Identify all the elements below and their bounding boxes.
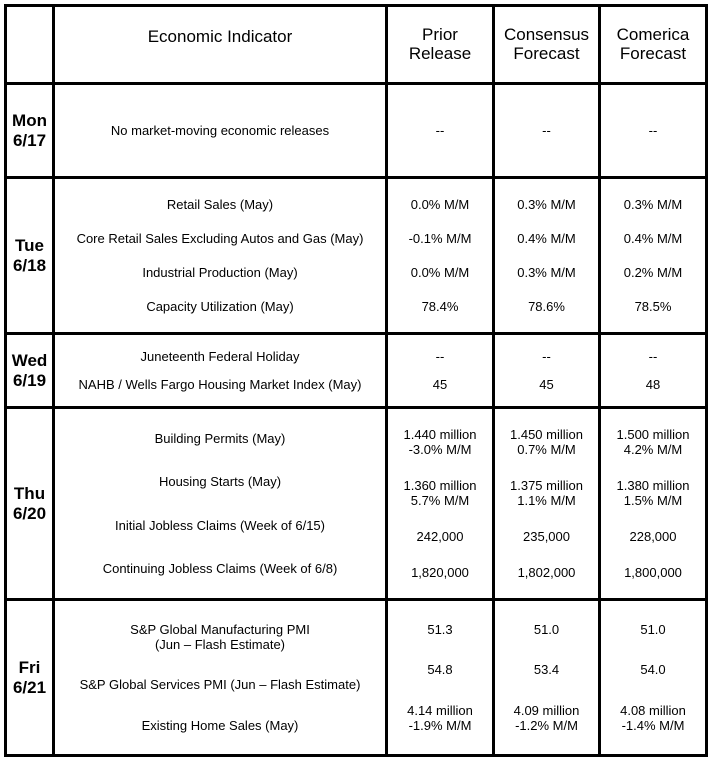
day-row-tue <box>6 178 707 334</box>
comerica-text: 0.3% M/M <box>623 196 683 212</box>
comerica-entry <box>601 265 705 280</box>
indicator-text: Capacity Utilization (May) <box>146 299 294 315</box>
header-comerica-forecast <box>600 6 707 84</box>
indicator-text: Juneteenth Federal Holiday <box>140 349 300 365</box>
comerica-text: 1.380 million <box>616 478 690 494</box>
consensus-entry <box>495 231 598 246</box>
indicator-entry <box>55 561 385 576</box>
header-indicator: Economic Indicator <box>54 6 387 84</box>
day-date: 6/18 <box>12 255 47 275</box>
prior-text: 1.440 million <box>403 427 477 443</box>
consensus-text: -1.2% M/M <box>515 718 578 734</box>
consensus-entry <box>495 622 598 637</box>
consensus-entry <box>495 565 598 580</box>
consensus-cell <box>494 334 600 408</box>
prior-text: -0.1% M/M <box>408 230 472 246</box>
consensus-text: 53.4 <box>533 662 560 678</box>
indicator-entry <box>55 431 385 446</box>
consensus-entry <box>495 529 598 544</box>
indicator-cell <box>54 600 387 756</box>
indicator-entry <box>55 265 385 280</box>
indicator-entry <box>55 123 385 138</box>
consensus-entry <box>495 377 598 392</box>
prior-text: 5.7% M/M <box>410 493 470 509</box>
header-row <box>6 6 707 84</box>
prior-text: 45 <box>432 376 448 392</box>
comerica-entry <box>601 377 705 392</box>
prior-text: 0.0% M/M <box>410 265 470 281</box>
comerica-text: 4.2% M/M <box>623 442 683 458</box>
comerica-text: 1.500 million <box>616 427 690 443</box>
consensus-text: 51.0 <box>533 621 560 637</box>
comerica-entry <box>601 349 705 364</box>
prior-entry <box>388 377 492 392</box>
consensus-text: 0.3% M/M <box>517 196 576 212</box>
indicator-text: Initial Jobless Claims (Week of 6/15) <box>114 517 325 533</box>
prior-text: -1.9% M/M <box>408 718 472 734</box>
indicator-text: Housing Starts (May) <box>158 474 282 490</box>
prior-text: 4.14 million <box>407 703 473 719</box>
comerica-text: 51.0 <box>640 621 666 637</box>
comerica-entry <box>601 662 705 677</box>
prior-text: 242,000 <box>416 528 464 544</box>
prior-entry <box>388 197 492 212</box>
day-name: Thu <box>13 483 46 503</box>
day-name: Wed <box>11 350 48 370</box>
consensus-entry <box>495 265 598 280</box>
prior-entry <box>388 123 492 138</box>
header-prior-line1: Prior <box>422 25 458 44</box>
consensus-text: 0.4% M/M <box>517 230 576 246</box>
prior-text: 1,820,000 <box>411 564 469 580</box>
prior-text: -- <box>435 123 445 138</box>
indicator-cell <box>54 408 387 600</box>
consensus-text: 4.09 million <box>513 703 580 719</box>
day-name: Mon <box>12 110 47 130</box>
indicator-cell <box>54 334 387 408</box>
consensus-text: 1.375 million <box>510 478 583 494</box>
day-rows <box>6 84 707 756</box>
consensus-entry <box>495 349 598 364</box>
prior-entry <box>388 622 492 637</box>
prior-entry <box>388 478 492 508</box>
consensus-text: 45 <box>539 376 554 392</box>
comerica-entry <box>601 703 705 733</box>
indicator-entry <box>55 718 385 733</box>
consensus-text: 235,000 <box>523 528 570 544</box>
indicator-entry <box>55 622 385 652</box>
indicator-text: Industrial Production (May) <box>142 265 298 281</box>
header-comerica-line1: Comerica <box>616 25 690 44</box>
indicator-text: NAHB / Wells Fargo Housing Market Index (May) <box>78 376 362 392</box>
prior-entry <box>388 265 492 280</box>
prior-cell <box>387 600 494 756</box>
consensus-entry <box>495 662 598 677</box>
prior-entry <box>388 427 492 457</box>
comerica-cell <box>600 408 707 600</box>
prior-entry <box>388 565 492 580</box>
consensus-text: 0.3% M/M <box>517 265 576 281</box>
comerica-entry <box>601 529 705 544</box>
prior-text: -3.0% M/M <box>408 442 472 458</box>
prior-entry <box>388 529 492 544</box>
day-date: 6/21 <box>12 677 47 697</box>
prior-text: -- <box>435 349 445 365</box>
consensus-text: -- <box>542 123 551 138</box>
comerica-text: 54.0 <box>640 662 666 678</box>
comerica-entry <box>601 197 705 212</box>
comerica-entry <box>601 565 705 580</box>
header-prior-release <box>387 6 494 84</box>
indicator-entry <box>55 349 385 364</box>
day-row-fri <box>6 600 707 756</box>
day-label-cell <box>6 178 54 334</box>
comerica-text: 228,000 <box>629 528 677 544</box>
header-consensus-forecast <box>494 6 600 84</box>
comerica-text: -1.4% M/M <box>621 718 685 734</box>
consensus-entry <box>495 123 598 138</box>
indicator-text: (Jun – Flash Estimate) <box>154 636 286 652</box>
consensus-entry <box>495 478 598 508</box>
indicator-entry <box>55 377 385 392</box>
comerica-entry <box>601 427 705 457</box>
indicator-text: Existing Home Sales (May) <box>141 718 299 734</box>
indicator-entry <box>55 231 385 246</box>
indicator-entry <box>55 299 385 314</box>
prior-entry <box>388 703 492 733</box>
indicator-entry <box>55 677 385 692</box>
consensus-entry <box>495 427 598 457</box>
prior-cell <box>387 84 494 178</box>
prior-entry <box>388 662 492 677</box>
day-label-cell <box>6 408 54 600</box>
comerica-text: 4.08 million <box>620 703 686 719</box>
comerica-entry <box>601 299 705 314</box>
day-date: 6/17 <box>12 130 47 150</box>
header-consensus-line2: Forecast <box>513 44 580 63</box>
prior-text: 54.8 <box>427 662 453 678</box>
prior-text: 1.360 million <box>403 478 477 494</box>
day-name: Fri <box>18 657 41 677</box>
day-label-cell <box>6 84 54 178</box>
day-label-cell <box>6 334 54 408</box>
prior-entry <box>388 299 492 314</box>
indicator-text: No market-moving economic releases <box>110 123 330 138</box>
consensus-cell <box>494 408 600 600</box>
indicator-text: S&P Global Manufacturing PMI <box>130 621 310 637</box>
consensus-entry <box>495 197 598 212</box>
indicator-text: Core Retail Sales Excluding Autos and Gas (May) <box>76 230 364 246</box>
prior-entry <box>388 231 492 246</box>
indicator-text: Continuing Jobless Claims (Week of 6/8) <box>102 560 338 576</box>
consensus-text: 1,802,000 <box>517 564 576 580</box>
comerica-entry <box>601 123 705 138</box>
indicator-text: Building Permits (May) <box>154 431 286 447</box>
consensus-cell <box>494 178 600 334</box>
consensus-cell <box>494 600 600 756</box>
indicator-cell <box>54 84 387 178</box>
day-row-wed <box>6 334 707 408</box>
consensus-text: 78.6% <box>528 299 565 315</box>
consensus-text: 1.1% M/M <box>517 493 576 509</box>
comerica-text: 0.2% M/M <box>623 265 683 281</box>
indicator-entry <box>55 518 385 533</box>
comerica-entry <box>601 622 705 637</box>
header-comerica-line2: Forecast <box>619 44 687 63</box>
comerica-text: -- <box>648 349 658 365</box>
prior-text: 51.3 <box>427 621 453 637</box>
prior-cell <box>387 334 494 408</box>
indicator-entry <box>55 474 385 489</box>
prior-text: 78.4% <box>421 299 459 315</box>
economic-calendar-table <box>4 4 708 757</box>
indicator-text: S&P Global Services PMI (Jun – Flash Estimate) <box>79 677 361 693</box>
consensus-cell <box>494 84 600 178</box>
indicator-text: Retail Sales (May) <box>166 196 274 212</box>
day-row-thu <box>6 408 707 600</box>
comerica-text: 48 <box>645 376 661 392</box>
day-date: 6/20 <box>12 503 47 523</box>
day-row-mon <box>6 84 707 178</box>
comerica-text: 1,800,000 <box>624 564 682 580</box>
consensus-entry <box>495 703 598 733</box>
comerica-cell <box>600 600 707 756</box>
prior-cell <box>387 408 494 600</box>
comerica-text: 78.5% <box>634 299 672 315</box>
comerica-entry <box>601 231 705 246</box>
prior-entry <box>388 349 492 364</box>
comerica-entry <box>601 478 705 508</box>
indicator-cell <box>54 178 387 334</box>
prior-text: 0.0% M/M <box>410 196 470 212</box>
day-date: 6/19 <box>12 370 47 390</box>
day-label-cell <box>6 600 54 756</box>
prior-cell <box>387 178 494 334</box>
consensus-entry <box>495 299 598 314</box>
header-prior-line2: Release <box>408 44 472 63</box>
comerica-cell <box>600 334 707 408</box>
indicator-entry <box>55 197 385 212</box>
comerica-cell <box>600 84 707 178</box>
comerica-text: -- <box>648 123 658 138</box>
header-day-cell <box>6 6 54 84</box>
consensus-text: 0.7% M/M <box>517 442 576 458</box>
header-consensus-line1: Consensus <box>503 25 590 44</box>
day-name: Tue <box>15 235 44 255</box>
comerica-text: 0.4% M/M <box>623 230 683 246</box>
comerica-cell <box>600 178 707 334</box>
consensus-text: -- <box>542 349 551 365</box>
consensus-text: 1.450 million <box>510 427 583 443</box>
comerica-text: 1.5% M/M <box>623 493 683 509</box>
